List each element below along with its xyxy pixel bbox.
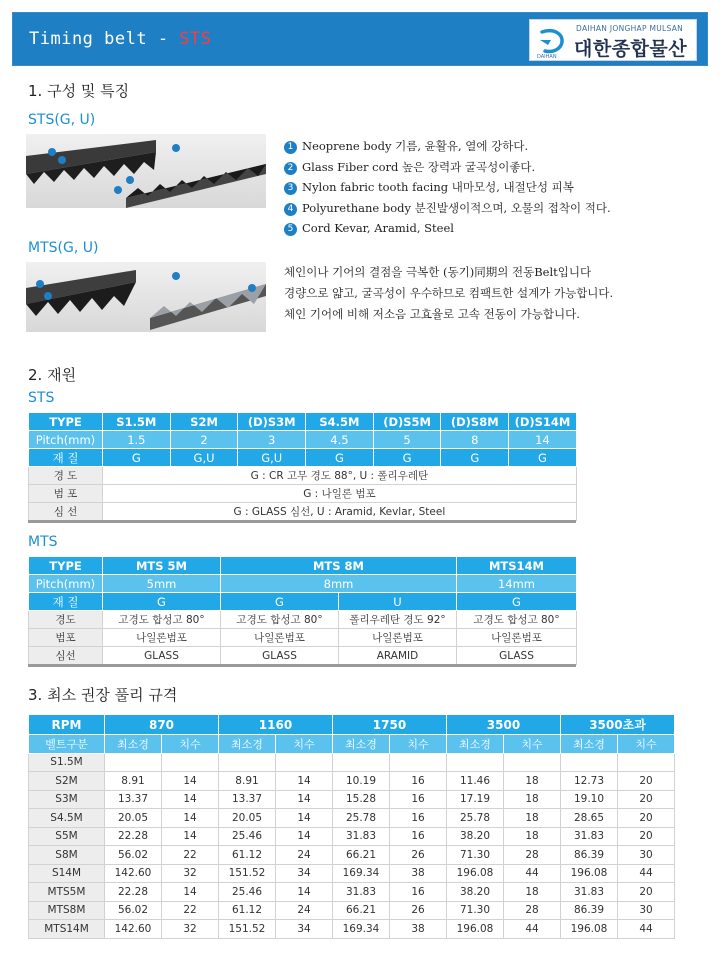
table-cell — [162, 753, 219, 772]
table-row — [29, 901, 675, 920]
table-cell: 15.28 — [333, 790, 390, 809]
feature-number: 4 — [284, 203, 297, 216]
logo-subtext: DAIHAN — [537, 54, 557, 60]
table-cell: 8.91 — [219, 772, 276, 791]
table-cell — [105, 753, 162, 772]
table-cell: 20.05 — [105, 809, 162, 828]
table-cell: 71.30 — [447, 901, 504, 920]
table-row: 범 포 G : 나일론 범포 — [29, 485, 577, 503]
table-cell: 13.37 — [219, 790, 276, 809]
table-cell: 24 — [276, 901, 333, 920]
table-cell: 16 — [390, 790, 447, 809]
table-cell: 196.08 — [447, 864, 504, 883]
table-cell: 22 — [162, 901, 219, 920]
table-cell — [390, 753, 447, 772]
sts-label: STS(G, U) — [28, 112, 96, 128]
table-cell: 20 — [618, 809, 675, 828]
table-cell: 38 — [390, 864, 447, 883]
table-cell — [504, 753, 561, 772]
belt-type-cell: S1.5M — [29, 753, 105, 772]
table-cell: 169.34 — [333, 920, 390, 939]
table-cell: 22.28 — [105, 827, 162, 846]
table-cell: 13.37 — [105, 790, 162, 809]
mts-spec-table — [28, 556, 577, 665]
table-cell: 28 — [504, 846, 561, 865]
table-cell: 38.20 — [447, 827, 504, 846]
table-row: 경도 고경도 합성고 80° 고경도 합성고 80° 폴리우레탄 경도 92° 고경도 합성고 80° — [29, 611, 577, 629]
table-cell: 44 — [504, 920, 561, 939]
table-cell: 20 — [618, 772, 675, 791]
table-cell: 20 — [618, 790, 675, 809]
table-cell: 14 — [162, 883, 219, 902]
mts-belt-illustration — [26, 262, 266, 332]
table-cell: 14 — [276, 883, 333, 902]
table-cell: 18 — [504, 790, 561, 809]
table-cell: 14 — [162, 809, 219, 828]
table-cell: 86.39 — [561, 901, 618, 920]
table-cell: 12.73 — [561, 772, 618, 791]
belt-type-cell: S8M — [29, 846, 105, 865]
belt-type-cell: MTS5M — [29, 883, 105, 902]
feature-number: 5 — [284, 223, 297, 236]
feature-number: 2 — [284, 162, 297, 175]
table-cell: 196.08 — [447, 920, 504, 939]
sts-spec-table — [28, 412, 577, 521]
table-cell: 16 — [390, 883, 447, 902]
page-header — [12, 12, 708, 66]
feature-item: 1 Neoprene body 기름, 윤활유, 열에 강하다. — [284, 136, 611, 157]
table-row: 범포 나일론범포 나일론범포 나일론범포 나일론범포 — [29, 629, 577, 647]
feature-number: 3 — [284, 182, 297, 195]
sts-spec-label: STS — [28, 390, 55, 406]
table-row — [29, 920, 675, 939]
sts-belt-illustration — [26, 134, 266, 208]
table-cell: 20 — [618, 883, 675, 902]
table-row: TYPE MTS 5M MTS 8M MTS14M — [29, 557, 577, 575]
table-cell: 25.78 — [447, 809, 504, 828]
table-cell: 14 — [162, 827, 219, 846]
table-row: TYPE S1.5M S2M (D)S3M S4.5M (D)S5M (D)S8M (D)S14M — [29, 413, 577, 431]
table-cell: 56.02 — [105, 901, 162, 920]
table-cell: 56.02 — [105, 846, 162, 865]
feature-item: 4 Polyurethane body 분진발생이적으며, 오물의 접착이 적다. — [284, 198, 611, 219]
table-cell: 16 — [390, 772, 447, 791]
table-row — [29, 772, 675, 791]
logo-korean-name: 대한종합물산 — [574, 38, 688, 60]
section2-title: 2. 재원 — [28, 366, 77, 384]
table-cell: 11.46 — [447, 772, 504, 791]
table-cell: 17.19 — [447, 790, 504, 809]
table-row — [29, 883, 675, 902]
table-cell: 24 — [276, 846, 333, 865]
table-cell: 26 — [390, 846, 447, 865]
table-cell: 34 — [276, 864, 333, 883]
page-title: Timing belt - STS — [29, 29, 212, 49]
table-cell: 196.08 — [561, 864, 618, 883]
table-cell: 44 — [618, 920, 675, 939]
table-cell: 14 — [276, 809, 333, 828]
table-cell: 16 — [390, 827, 447, 846]
pulley-spec-table — [28, 714, 675, 939]
table-cell: 30 — [618, 901, 675, 920]
table-row: Pitch(mm) 1.5 2 3 4.5 5 8 14 — [29, 431, 577, 449]
table-cell: 14 — [276, 772, 333, 791]
table-cell: 31.83 — [333, 827, 390, 846]
company-logo — [529, 19, 697, 61]
table-cell: 38.20 — [447, 883, 504, 902]
table-cell: 28.65 — [561, 809, 618, 828]
logo-mark-icon — [536, 26, 566, 56]
logo-english-name: DAIHAN JONGHAP MULSAN — [576, 24, 684, 33]
feature-number: 1 — [284, 141, 297, 154]
description: 체인이나 기어의 결점을 극복한 (동기)同期의 전동Belt입니다 경량으로 얇고, 굴곡성이 우수하므로 컴팩트한 설계가 가능합니다. 체인 기어에 비해 저소음 고효율로 고속 전동이 가능합니다. — [284, 265, 614, 321]
section3-title: 3. 최소 권장 풀리 규격 — [28, 686, 178, 704]
table-cell: 44 — [504, 864, 561, 883]
table-cell: 18 — [504, 772, 561, 791]
table-cell: 32 — [162, 920, 219, 939]
table-row — [29, 753, 675, 772]
feature-item: 2 Glass Fiber cord 높은 장력과 굴곡성이좋다. — [284, 157, 611, 178]
table-cell: 18 — [504, 883, 561, 902]
table-cell: 14 — [162, 790, 219, 809]
table-cell — [333, 753, 390, 772]
table-cell: 8.91 — [105, 772, 162, 791]
table-row: 경 도 G : CR 고무 경도 88°, U : 폴리우레탄 — [29, 467, 577, 485]
table-row: RPM 870 1160 1750 3500 3500초과 — [29, 715, 675, 735]
table-cell — [447, 753, 504, 772]
table-cell: 10.19 — [333, 772, 390, 791]
section1-title: 1. 구성 및 특징 — [28, 82, 130, 100]
feature-item: 3 Nylon fabric tooth facing 내마모성, 내절단성 피복 — [284, 177, 611, 198]
table-cell: 28 — [504, 901, 561, 920]
table-cell: 18 — [504, 809, 561, 828]
table-cell: 71.30 — [447, 846, 504, 865]
table-row: 재 질 G G U G — [29, 593, 577, 611]
table-cell: 19.10 — [561, 790, 618, 809]
table-row: Pitch(mm) 5mm 8mm 14mm — [29, 575, 577, 593]
table-cell: 14 — [276, 790, 333, 809]
table-row — [29, 827, 675, 846]
table-cell: 14 — [276, 827, 333, 846]
table-cell: 20 — [618, 827, 675, 846]
table-cell: 30 — [618, 846, 675, 865]
table-cell: 169.34 — [333, 864, 390, 883]
table-cell — [618, 753, 675, 772]
table-cell: 20.05 — [219, 809, 276, 828]
table-cell: 32 — [162, 864, 219, 883]
table-row: 심선 GLASS GLASS ARAMID GLASS — [29, 647, 577, 665]
table-cell: 44 — [618, 864, 675, 883]
table-row — [29, 809, 675, 828]
belt-type-cell: S3M — [29, 790, 105, 809]
table-cell: 66.21 — [333, 901, 390, 920]
table-cell: 196.08 — [561, 920, 618, 939]
table-cell: 34 — [276, 920, 333, 939]
table-cell: 86.39 — [561, 846, 618, 865]
table-cell: 25.78 — [333, 809, 390, 828]
table-cell: 151.52 — [219, 920, 276, 939]
belt-type-cell: S4.5M — [29, 809, 105, 828]
table-cell: 31.83 — [333, 883, 390, 902]
feature-list — [284, 136, 611, 239]
table-row — [29, 846, 675, 865]
table-cell: 22 — [162, 846, 219, 865]
table-cell — [561, 753, 618, 772]
table-row — [29, 790, 675, 809]
table-cell: 142.60 — [105, 864, 162, 883]
table-cell: 14 — [162, 772, 219, 791]
belt-type-cell: S2M — [29, 772, 105, 791]
table-cell: 31.83 — [561, 827, 618, 846]
table-cell: 66.21 — [333, 846, 390, 865]
table-cell: 61.12 — [219, 846, 276, 865]
table-cell: 16 — [390, 809, 447, 828]
mts-label: MTS(G, U) — [28, 240, 99, 256]
feature-item: 5 Cord Kevar, Aramid, Steel — [284, 218, 611, 239]
belt-type-cell: MTS14M — [29, 920, 105, 939]
table-cell: 151.52 — [219, 864, 276, 883]
table-cell: 25.46 — [219, 827, 276, 846]
table-cell: 31.83 — [561, 883, 618, 902]
table-cell: 25.46 — [219, 883, 276, 902]
table-row: 재 질 G G,U G,U G G G G — [29, 449, 577, 467]
belt-type-cell: S14M — [29, 864, 105, 883]
table-cell — [219, 753, 276, 772]
table-cell: 22.28 — [105, 883, 162, 902]
table-cell: 142.60 — [105, 920, 162, 939]
mts-spec-label: MTS — [28, 534, 58, 550]
table-cell: 26 — [390, 901, 447, 920]
table-cell: 18 — [504, 827, 561, 846]
table-cell: 38 — [390, 920, 447, 939]
table-row — [29, 864, 675, 883]
table-cell — [276, 753, 333, 772]
table-cell: 61.12 — [219, 901, 276, 920]
table-bottom-rule — [28, 520, 576, 523]
table-bottom-rule — [28, 664, 576, 667]
belt-type-cell: MTS8M — [29, 901, 105, 920]
table-row: 벨트구분 최소경 치수 최소경 치수 최소경 치수 최소경 치수 최소경 치수 — [29, 735, 675, 754]
table-row: 심 선 G : GLASS 심선, U : Aramid, Kevlar, Steel — [29, 503, 577, 521]
belt-type-cell: S5M — [29, 827, 105, 846]
